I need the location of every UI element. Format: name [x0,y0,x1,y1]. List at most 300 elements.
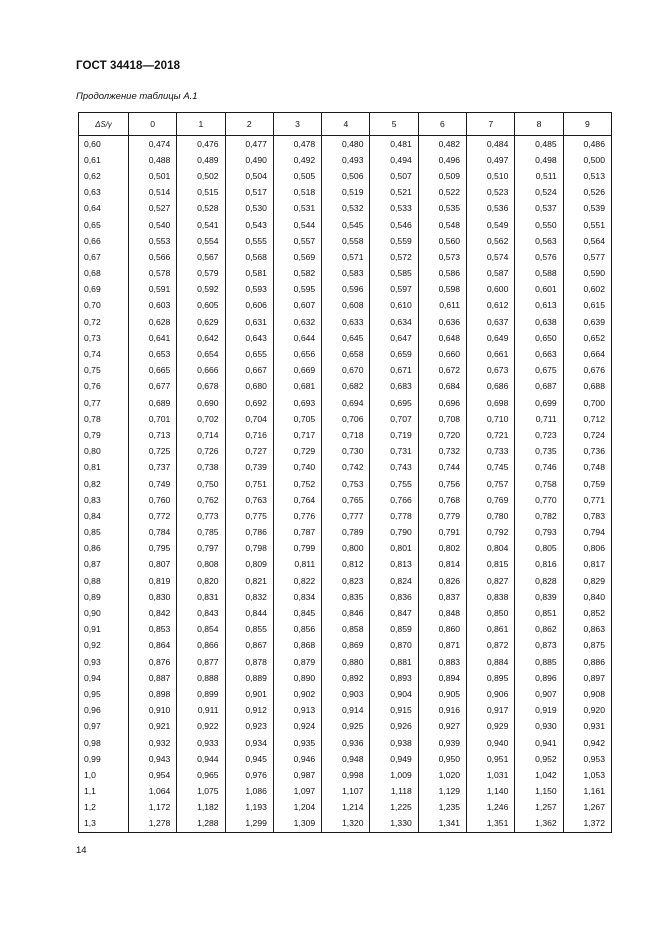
value-cell: 0,784 [129,525,177,541]
table-row [79,557,612,573]
value-cell: 1,214 [322,800,370,816]
value-cell: 0,847 [370,605,418,621]
value-cell: 0,648 [418,330,466,346]
row-label-cell: 0,88 [79,573,129,589]
value-cell: 0,949 [370,751,418,767]
value-cell: 0,894 [418,670,466,686]
value-cell: 0,532 [322,201,370,217]
value-cell: 0,732 [418,444,466,460]
value-cell: 0,645 [322,330,370,346]
value-cell: 0,855 [225,622,273,638]
table-row [79,217,612,233]
value-cell: 0,601 [515,282,563,298]
table-row [79,800,612,816]
value-cell: 1,193 [225,800,273,816]
value-cell: 1,140 [467,784,515,800]
value-cell: 0,535 [418,201,466,217]
column-header: 2 [225,113,273,136]
value-cell: 0,733 [467,444,515,460]
value-cell: 0,530 [225,201,273,217]
value-cell: 0,763 [225,492,273,508]
value-cell: 0,678 [177,379,225,395]
value-cell: 0,676 [563,363,611,379]
value-cell: 0,758 [515,476,563,492]
value-cell: 0,506 [322,168,370,184]
value-cell: 0,802 [418,541,466,557]
row-label-cell: 0,89 [79,589,129,605]
value-cell: 0,687 [515,379,563,395]
value-cell: 0,779 [418,508,466,524]
value-cell: 0,863 [563,622,611,638]
row-label-cell: 1,1 [79,784,129,800]
value-cell: 0,528 [177,201,225,217]
table-header-row [79,113,612,136]
value-cell: 0,615 [563,298,611,314]
value-cell: 0,577 [563,249,611,265]
value-cell: 0,740 [273,460,321,476]
row-label-cell: 0,79 [79,427,129,443]
value-cell: 0,714 [177,427,225,443]
value-cell: 0,931 [563,719,611,735]
table-row [79,703,612,719]
data-table [78,112,612,833]
value-cell: 0,716 [225,427,273,443]
value-cell: 0,817 [563,557,611,573]
value-cell: 0,898 [129,686,177,702]
value-cell: 0,605 [177,298,225,314]
table-row [79,784,612,800]
value-cell: 0,704 [225,411,273,427]
value-cell: 0,808 [177,557,225,573]
value-cell: 0,919 [515,703,563,719]
row-label-cell: 1,0 [79,767,129,783]
value-cell: 0,832 [225,589,273,605]
table-row [79,427,612,443]
value-cell: 0,924 [273,719,321,735]
value-cell: 0,572 [370,249,418,265]
table-row [79,492,612,508]
value-cell: 0,633 [322,314,370,330]
value-cell: 0,873 [515,638,563,654]
value-cell: 0,485 [515,136,563,153]
value-cell: 0,877 [177,654,225,670]
value-cell: 0,762 [177,492,225,508]
value-cell: 0,725 [129,444,177,460]
table-row [79,249,612,265]
row-label-cell: 1,3 [79,816,129,833]
value-cell: 0,854 [177,622,225,638]
value-cell: 0,684 [418,379,466,395]
value-cell: 0,939 [418,735,466,751]
value-cell: 0,567 [177,249,225,265]
table-row [79,525,612,541]
value-cell: 0,941 [515,735,563,751]
value-cell: 0,852 [563,605,611,621]
value-cell: 0,501 [129,168,177,184]
value-cell: 0,748 [563,460,611,476]
value-cell: 0,540 [129,217,177,233]
value-cell: 0,504 [225,168,273,184]
row-label-cell: 0,96 [79,703,129,719]
value-cell: 1,246 [467,800,515,816]
value-cell: 0,846 [322,605,370,621]
value-cell: 0,717 [273,427,321,443]
value-cell: 0,881 [370,654,418,670]
value-cell: 0,872 [467,638,515,654]
value-cell: 0,753 [322,476,370,492]
value-cell: 0,637 [467,314,515,330]
table-row [79,266,612,282]
table-row [79,541,612,557]
table-row [79,233,612,249]
value-cell: 1,172 [129,800,177,816]
value-cell: 0,500 [563,152,611,168]
value-cell: 0,593 [225,282,273,298]
value-cell: 0,658 [322,346,370,362]
value-cell: 0,481 [370,136,418,153]
value-cell: 0,824 [370,573,418,589]
value-cell: 0,484 [467,136,515,153]
row-label-cell: 0,60 [79,136,129,153]
row-label-cell: 0,66 [79,233,129,249]
value-cell: 0,690 [177,395,225,411]
value-cell: 0,608 [322,298,370,314]
value-cell: 0,868 [273,638,321,654]
value-cell: 0,514 [129,185,177,201]
value-cell: 0,693 [273,395,321,411]
value-cell: 0,843 [177,605,225,621]
value-cell: 0,736 [563,444,611,460]
value-cell: 0,510 [467,168,515,184]
value-cell: 0,702 [177,411,225,427]
value-cell: 1,086 [225,784,273,800]
value-cell: 0,790 [370,525,418,541]
value-cell: 0,757 [467,476,515,492]
value-cell: 0,476 [177,136,225,153]
value-cell: 0,780 [467,508,515,524]
value-cell: 0,749 [129,476,177,492]
value-cell: 0,936 [322,735,370,751]
value-cell: 0,875 [563,638,611,654]
value-cell: 0,731 [370,444,418,460]
value-cell: 0,643 [225,330,273,346]
value-cell: 0,695 [370,395,418,411]
value-cell: 0,639 [563,314,611,330]
value-cell: 0,629 [177,314,225,330]
value-cell: 1,362 [515,816,563,833]
table-row [79,298,612,314]
value-cell: 0,533 [370,201,418,217]
value-cell: 0,517 [225,185,273,201]
value-cell: 0,694 [322,395,370,411]
value-cell: 0,598 [418,282,466,298]
value-cell: 0,976 [225,767,273,783]
value-cell: 0,902 [273,686,321,702]
value-cell: 0,805 [515,541,563,557]
value-cell: 1,097 [273,784,321,800]
value-cell: 0,655 [225,346,273,362]
value-cell: 0,659 [370,346,418,362]
column-header: 3 [273,113,321,136]
value-cell: 0,835 [322,589,370,605]
value-cell: 0,998 [322,767,370,783]
value-cell: 1,009 [370,767,418,783]
value-cell: 1,107 [322,784,370,800]
value-cell: 0,794 [563,525,611,541]
value-cell: 0,488 [129,152,177,168]
table-row [79,444,612,460]
value-cell: 0,773 [177,508,225,524]
value-cell: 0,867 [225,638,273,654]
value-cell: 0,798 [225,541,273,557]
value-cell: 0,507 [370,168,418,184]
table-row [79,460,612,476]
value-cell: 0,590 [563,266,611,282]
value-cell: 0,726 [177,444,225,460]
value-cell: 0,563 [515,233,563,249]
value-cell: 0,789 [322,525,370,541]
value-cell: 0,680 [225,379,273,395]
row-label-cell: 0,74 [79,346,129,362]
table-row [79,573,612,589]
value-cell: 0,696 [418,395,466,411]
value-cell: 0,628 [129,314,177,330]
value-cell: 0,793 [515,525,563,541]
value-cell: 0,686 [467,379,515,395]
value-cell: 0,917 [467,703,515,719]
value-cell: 0,591 [129,282,177,298]
column-header: 7 [467,113,515,136]
value-cell: 0,669 [273,363,321,379]
value-cell: 0,613 [515,298,563,314]
value-cell: 0,607 [273,298,321,314]
row-label-cell: 0,78 [79,411,129,427]
value-cell: 0,813 [370,557,418,573]
value-cell: 1,053 [563,767,611,783]
value-cell: 0,814 [418,557,466,573]
value-cell: 0,492 [273,152,321,168]
value-cell: 0,641 [129,330,177,346]
value-cell: 0,770 [515,492,563,508]
value-cell: 0,859 [370,622,418,638]
value-cell: 0,478 [273,136,321,153]
table-row [79,751,612,767]
table-row [79,185,612,201]
value-cell: 0,519 [322,185,370,201]
value-cell: 0,862 [515,622,563,638]
value-cell: 0,853 [129,622,177,638]
value-cell: 0,932 [129,735,177,751]
table-row [79,670,612,686]
value-cell: 0,930 [515,719,563,735]
value-cell: 0,498 [515,152,563,168]
row-label-cell: 0,97 [79,719,129,735]
value-cell: 0,513 [563,168,611,184]
value-cell: 0,915 [370,703,418,719]
value-cell: 0,578 [129,266,177,282]
value-cell: 0,642 [177,330,225,346]
row-label-cell: 0,68 [79,266,129,282]
table-row [79,735,612,751]
value-cell: 0,965 [177,767,225,783]
value-cell: 0,652 [563,330,611,346]
table-row [79,282,612,298]
value-cell: 0,751 [225,476,273,492]
value-cell: 0,737 [129,460,177,476]
value-cell: 0,926 [370,719,418,735]
value-cell: 0,524 [515,185,563,201]
value-cell: 0,848 [418,605,466,621]
value-cell: 0,778 [370,508,418,524]
value-cell: 0,901 [225,686,273,702]
value-cell: 0,782 [515,508,563,524]
value-cell: 0,707 [370,411,418,427]
value-cell: 0,546 [370,217,418,233]
table-row [79,767,612,783]
page-number: 14 [76,845,87,856]
value-cell: 0,548 [418,217,466,233]
value-cell: 0,799 [273,541,321,557]
value-cell: 0,899 [177,686,225,702]
value-cell: 0,539 [563,201,611,217]
value-cell: 0,536 [467,201,515,217]
value-cell: 0,935 [273,735,321,751]
value-cell: 0,876 [129,654,177,670]
value-cell: 0,765 [322,492,370,508]
column-header: 5 [370,113,418,136]
value-cell: 0,864 [129,638,177,654]
value-cell: 0,885 [515,654,563,670]
value-cell: 0,787 [273,525,321,541]
value-cell: 0,746 [515,460,563,476]
value-cell: 0,700 [563,395,611,411]
column-header: 4 [322,113,370,136]
value-cell: 0,908 [563,686,611,702]
row-label-cell: 0,80 [79,444,129,460]
value-cell: 0,752 [273,476,321,492]
table-row [79,411,612,427]
value-cell: 0,870 [370,638,418,654]
value-cell: 0,879 [273,654,321,670]
value-cell: 0,890 [273,670,321,686]
row-label-cell: 0,92 [79,638,129,654]
value-cell: 0,772 [129,508,177,524]
value-cell: 0,515 [177,185,225,201]
value-cell: 0,911 [177,703,225,719]
value-cell: 0,923 [225,719,273,735]
value-cell: 0,638 [515,314,563,330]
table-row [79,508,612,524]
value-cell: 0,688 [563,379,611,395]
value-cell: 0,477 [225,136,273,153]
value-cell: 0,759 [563,476,611,492]
value-cell: 1,341 [418,816,466,833]
value-cell: 0,544 [273,217,321,233]
value-cell: 0,553 [129,233,177,249]
document-title: ГОСТ 34418—2018 [76,60,181,72]
value-cell: 0,829 [563,573,611,589]
value-cell: 0,592 [177,282,225,298]
table-row [79,314,612,330]
value-cell: 0,920 [563,703,611,719]
value-cell: 0,571 [322,249,370,265]
value-cell: 0,597 [370,282,418,298]
value-cell: 0,480 [322,136,370,153]
value-cell: 1,299 [225,816,273,833]
value-cell: 0,527 [129,201,177,217]
value-cell: 0,830 [129,589,177,605]
value-cell: 0,880 [322,654,370,670]
value-cell: 0,612 [467,298,515,314]
value-cell: 0,705 [273,411,321,427]
value-cell: 0,489 [177,152,225,168]
value-cell: 0,866 [177,638,225,654]
value-cell: 0,791 [418,525,466,541]
value-cell: 0,861 [467,622,515,638]
value-cell: 1,330 [370,816,418,833]
table-row [79,638,612,654]
value-cell: 0,719 [370,427,418,443]
value-cell: 0,482 [418,136,466,153]
value-cell: 0,769 [467,492,515,508]
table-row [79,168,612,184]
value-cell: 0,541 [177,217,225,233]
row-label-cell: 0,82 [79,476,129,492]
value-cell: 0,838 [467,589,515,605]
row-label-cell: 0,72 [79,314,129,330]
value-cell: 0,576 [515,249,563,265]
value-cell: 0,581 [225,266,273,282]
row-label-cell: 0,75 [79,363,129,379]
value-cell: 0,938 [370,735,418,751]
table-row [79,152,612,168]
value-cell: 0,878 [225,654,273,670]
value-cell: 0,647 [370,330,418,346]
value-cell: 0,954 [129,767,177,783]
value-cell: 0,588 [515,266,563,282]
value-cell: 0,903 [322,686,370,702]
value-cell: 0,869 [322,638,370,654]
value-cell: 0,701 [129,411,177,427]
value-cell: 0,883 [418,654,466,670]
value-cell: 0,603 [129,298,177,314]
row-label-cell: 0,84 [79,508,129,524]
row-label-cell: 0,62 [79,168,129,184]
table-row [79,605,612,621]
row-label-cell: 0,91 [79,622,129,638]
value-cell: 0,650 [515,330,563,346]
value-cell: 0,543 [225,217,273,233]
value-cell: 0,631 [225,314,273,330]
value-cell: 0,505 [273,168,321,184]
table-row [79,136,612,153]
value-cell: 0,922 [177,719,225,735]
value-cell: 0,564 [563,233,611,249]
value-cell: 0,942 [563,735,611,751]
value-cell: 0,496 [418,152,466,168]
row-label-cell: 0,99 [79,751,129,767]
value-cell: 0,807 [129,557,177,573]
value-cell: 0,636 [418,314,466,330]
value-cell: 0,913 [273,703,321,719]
value-cell: 0,907 [515,686,563,702]
value-cell: 0,844 [225,605,273,621]
value-cell: 0,776 [273,508,321,524]
value-cell: 0,812 [322,557,370,573]
value-cell: 0,795 [129,541,177,557]
value-cell: 0,502 [177,168,225,184]
value-cell: 1,182 [177,800,225,816]
